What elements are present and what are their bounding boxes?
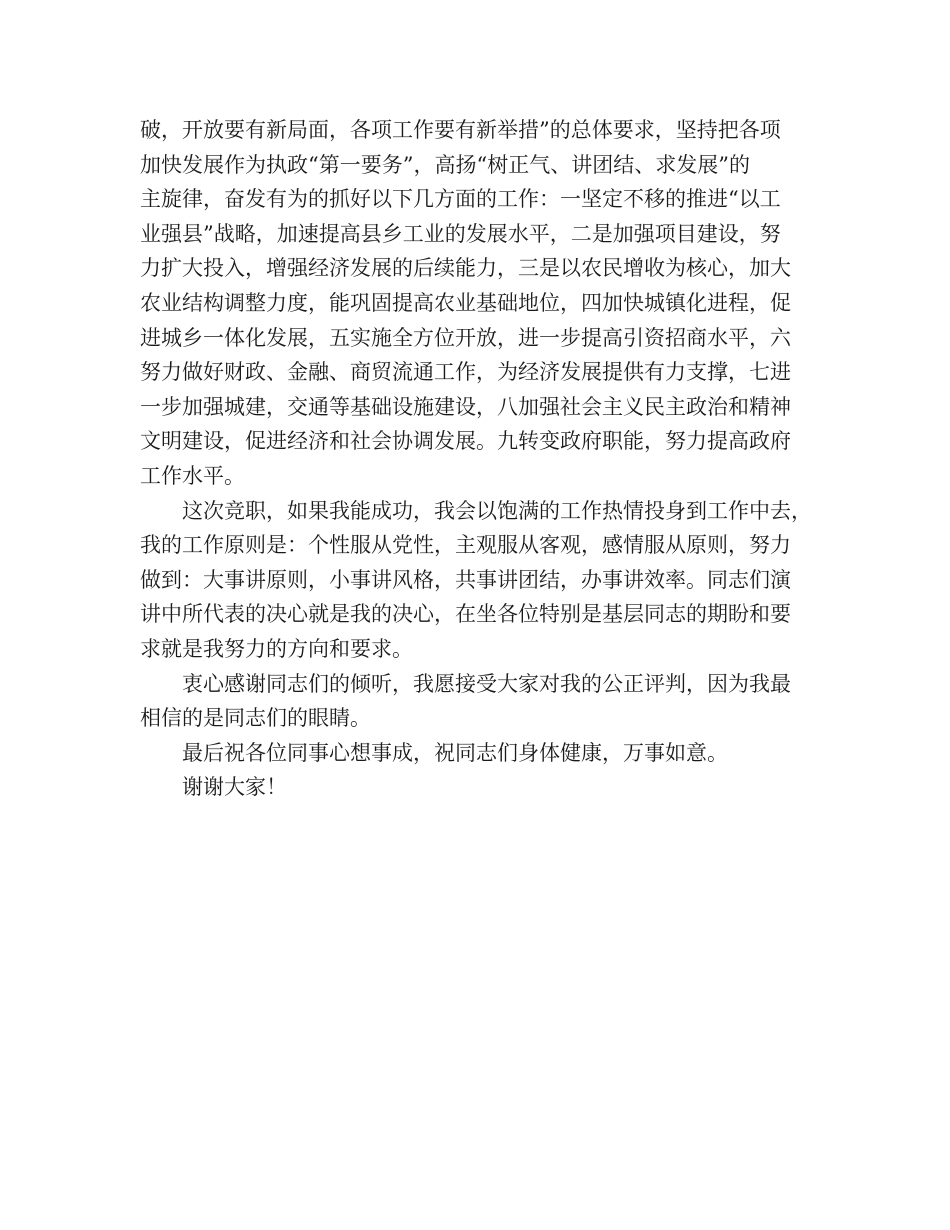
text-line: 主旋律，奋发有为的抓好以下几方面的工作：一坚定不移的推进“以工 — [140, 187, 781, 212]
text-line: 我的工作原则是：个性服从党性，主观服从客观，感情服从原则，努力 — [140, 533, 791, 558]
text-line: 破，开放要有新局面，各项工作要有新举措”的总体要求，坚持把各项 — [140, 118, 781, 142]
text-line: 农业结构调整力度，能巩固提高农业基础地位，四加快城镇化进程，促 — [140, 290, 791, 315]
closing-line: 谢谢大家！ — [182, 775, 287, 800]
paragraph-start-line: 衷心感谢同志们的倾听，我愿接受大家对我的公正评判，因为我最 — [182, 671, 791, 696]
text-line: 工作水平。 — [140, 463, 245, 488]
text-line: 力扩大投入，增强经济发展的后续能力，三是以农民增收为核心，加大 — [140, 256, 791, 281]
paragraph-start-line: 这次竞职，如果我能成功，我会以饱满的工作热情投身到工作中去， — [182, 498, 812, 523]
text-line: 一步加强城建，交通等基础设施建设，八加强社会主义民主政治和精神 — [140, 394, 791, 419]
text-line: 相信的是同志们的眼睛。 — [140, 706, 371, 731]
paragraph-start-line: 最后祝各位同事心想事成，祝同志们身体健康，万事如意。 — [182, 740, 728, 765]
text-line: 文明建设，促进经济和社会协调发展。九转变政府职能，努力提高政府 — [140, 429, 791, 454]
text-line: 努力做好财政、金融、商贸流通工作，为经济发展提供有力支撑，七进 — [140, 360, 791, 385]
document-body — [140, 113, 820, 805]
text-line: 讲中所代表的决心就是我的决心，在坐各位特别是基层同志的期盼和要 — [140, 602, 791, 627]
text-line: 做到：大事讲原则，小事讲风格，共事讲团结，办事讲效率。同志们演 — [140, 567, 791, 592]
text-line: 加快发展作为执政“第一要务”，高扬“树正气、讲团结、求发展”的 — [140, 152, 750, 177]
text-line: 进城乡一体化发展，五实施全方位开放，进一步提高引资招商水平，六 — [140, 325, 791, 350]
text-line: 业强县”战略，加速提高县乡工业的发展水平，二是加强项目建设，努 — [140, 221, 781, 246]
text-line: 求就是我努力的方向和要求。 — [140, 636, 413, 661]
